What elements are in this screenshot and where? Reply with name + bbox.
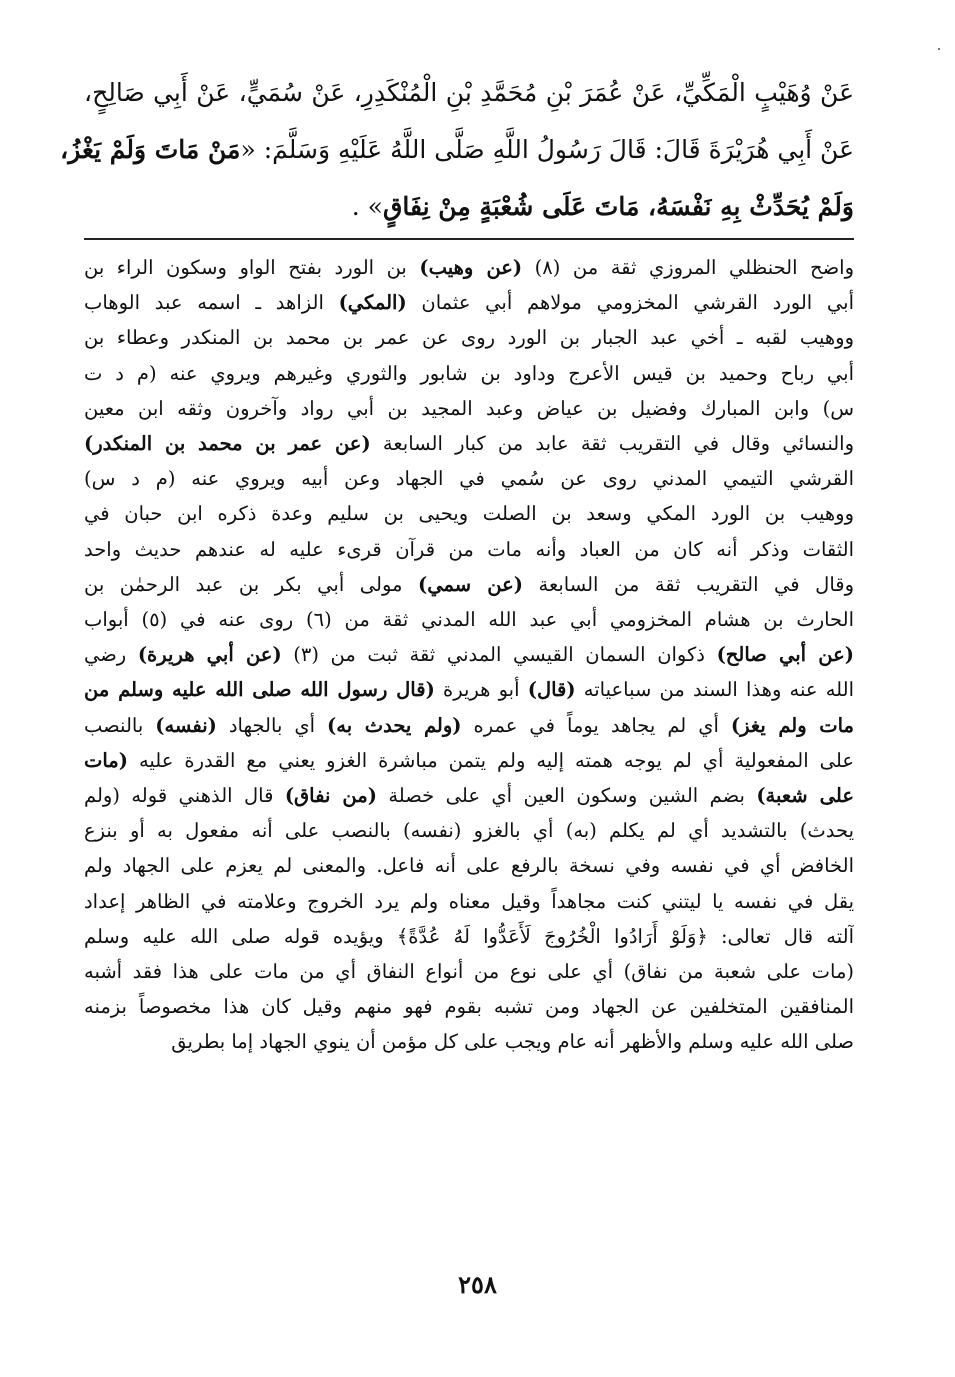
commentary-segment: الحارث بن هشام المخزومي أبي عبد الله المدني ثقة من (٦) روى عنه في (٥) أبواب (84, 608, 854, 632)
commentary-segment: القرشي التيمي المدني روى عن سُمي في الجهاد وعن أبيه ويروي عنه (م د س) (84, 467, 854, 491)
hadith-line-2-narration: عَنْ أَبِي هُرَيْرَةَ قَالَ: قَالَ رَسُولُ اللَّهِ صَلَّى اللَّهُ عَلَيْهِ وَسَلَّمَ: « (240, 135, 854, 164)
commentary-segment: بن الورد بفتح الواو وسكون الراء بن (84, 256, 420, 279)
commentary-segment: على المفعولية أي لم يوجه همته إليه ولم يتمن مباشرة الغزو يعني مع القدرة عليه (127, 748, 854, 772)
commentary-line (84, 637, 854, 672)
commentary-segment: أي بالجهاد (216, 713, 328, 737)
commentary-line (84, 285, 854, 320)
commentary-line (84, 602, 854, 637)
commentary-keyword: (عن عمر بن محمد بن المنكدر) (84, 432, 371, 456)
commentary-line (84, 919, 854, 954)
commentary-text (84, 250, 854, 1060)
commentary-segment: بالنصب (84, 713, 156, 737)
commentary-line (84, 743, 854, 778)
commentary-keyword: (نفسه) (155, 713, 217, 737)
commentary-line (84, 567, 854, 602)
commentary-segment: أبي الورد القرشي المخزومي مولاهم أبي عثمان (406, 291, 854, 315)
commentary-segment: والنسائي وقال في التقريب ثقة عابد من كبار السابعة (370, 432, 854, 456)
commentary-line (84, 672, 854, 707)
footnote-divider (84, 238, 854, 240)
hadith-line-1: عَنْ وُهَيْبٍ الْمَكِّيِّ، عَنْ عُمَرَ بْنِ مُحَمَّدِ بْنِ الْمُنْكَدِرِ، عَنْ سُمَيٍّ، عَنْ أَبِي صَالِحٍ، (84, 78, 854, 107)
commentary-line (84, 708, 854, 743)
commentary-line (84, 250, 854, 285)
hadith-line-2-matn: مَنْ مَاتَ وَلَمْ يَغْزُ، (60, 135, 241, 164)
commentary-segment: ووهيب بن الورد المكي وسعد بن الصلت ويحيى بن سليم وعدة ذكره ابن حبان في (84, 502, 854, 526)
commentary-segment: الزاهد ـ اسمه عبد الوهاب (84, 291, 339, 315)
commentary-segment: المنافقين المتخلفين عن الجهاد ومن تشبه بقوم فهو منهم وقيل كان هذا مخصوصاً بزمنه (84, 995, 854, 1019)
commentary-keyword: (قال) (527, 678, 576, 702)
commentary-segment: يقل في نفسه يا ليتني كنت مجاهداً وقيل معناه ولم يرد الخروج وعلامته في الظاهر إعداد (84, 889, 854, 913)
hadith-line-2 (60, 121, 854, 178)
commentary-segment: مولى أبي بكر بن عبد الرحمٰن بن (84, 572, 419, 596)
commentary-line (84, 461, 854, 496)
commentary-line (84, 391, 854, 426)
commentary-segment: (مات على شعبة من نفاق) أي على نوع من أنواع النفاق أي من مات على هذا فقد أشبه (84, 960, 854, 984)
commentary-keyword: على شعبة) (756, 784, 854, 808)
commentary-line (84, 426, 854, 461)
hadith-line-3-close: » . (351, 192, 383, 221)
commentary-segment: أبو هريرة (434, 678, 528, 702)
commentary-line (84, 1024, 854, 1059)
hadith-line-3 (84, 178, 854, 235)
commentary-line (84, 989, 854, 1024)
commentary-segment: الله عنه وهذا السند من سباعياته (575, 678, 854, 702)
commentary-segment: قال الذهني قوله (ولم (84, 784, 285, 808)
commentary-keyword: (عن سمي) (418, 572, 523, 596)
commentary-line (84, 320, 854, 355)
commentary-keyword: (عن أبي صالح) (716, 643, 854, 667)
commentary-line (84, 532, 854, 567)
commentary-line (84, 848, 854, 883)
commentary-line (84, 884, 854, 919)
commentary-line (84, 496, 854, 531)
commentary-segment: رضي (84, 643, 138, 667)
commentary-keyword: (عن أبي هريرة) (137, 643, 282, 667)
commentary-keyword: (عن وهيب) (419, 256, 523, 279)
page-number: ٢٥٨ (458, 1270, 497, 1299)
commentary-line (84, 778, 854, 813)
scan-speck (938, 48, 940, 50)
commentary-segment: الثقات وذكر أنه كان من العباد وأنه مات من قرآن قرىء عليه له عندهم حديث واحد (84, 537, 854, 561)
commentary-line (84, 813, 854, 848)
commentary-line (84, 356, 854, 391)
commentary-segment: أبي رباح وحميد بن قيس الأعرج وداود بن شابور والثوري وغيرهم ويروي عنه (م د ت (84, 361, 854, 385)
commentary-segment: س) وابن المبارك وفضيل بن عياض وعبد المجيد بن أبي رواد وآخرون وثقه ابن معين (84, 396, 854, 420)
commentary-segment: واضح الحنظلي المروزي ثقة من (٨) (522, 256, 854, 279)
hadith-line-3-matn: وَلَمْ يُحَدِّثْ بِهِ نَفْسَهُ، مَاتَ عَلَى شُعْبَةٍ مِنْ نِفَاقٍ (382, 192, 854, 221)
commentary-keyword: مات ولم يغز) (730, 713, 854, 737)
commentary-keyword: (قال رسول الله صلى الله عليه وسلم من (84, 678, 435, 702)
commentary-segment: آلته قال تعالى: ﴿وَلَوْ أَرَادُوا الْخُرُوجَ لَأَعَدُّوا لَهُ عُدَّةً﴾ ويؤيده قوله صلى الله عليه وسلم (84, 924, 854, 948)
commentary-segment: بضم الشين وسكون العين أي على خصلة (376, 784, 757, 808)
commentary-line (84, 954, 854, 989)
commentary-keyword: (من نفاق) (284, 784, 377, 808)
commentary-segment: الخافض أي في نفسه وفي نسخة بالرفع على أنه فاعل. والمعنى لم يعزم على الجهاد ولم (84, 854, 854, 878)
hadith-text (60, 64, 854, 235)
commentary-segment: وقال في التقريب ثقة من السابعة (522, 572, 854, 596)
commentary-keyword: (ولم يحدث به) (327, 713, 462, 737)
commentary-segment: ووهيب لقبه ـ أخي عبد الجبار بن الورد روى عن عمر بن محمد بن المنكدر وعطاء بن (84, 326, 854, 350)
commentary-segment: يحدث) بالتشديد أي لم يكلم (به) أي بالغزو (نفسه) بالنصب على أنه مفعول به أو بنزع (84, 819, 854, 843)
commentary-keyword: (المكي) (338, 291, 407, 315)
commentary-keyword: (مات (84, 748, 128, 772)
commentary-segment: صلى الله عليه وسلم والأظهر أنه عام ويجب على كل مؤمن أن ينوي الجهاد إما بطريق (171, 1030, 854, 1054)
commentary-segment: أي لم يجاهد يوماً في عمره (461, 713, 731, 737)
commentary-segment: ذكوان السمان القيسي المدني ثقة ثبت من (٣) (281, 643, 717, 667)
